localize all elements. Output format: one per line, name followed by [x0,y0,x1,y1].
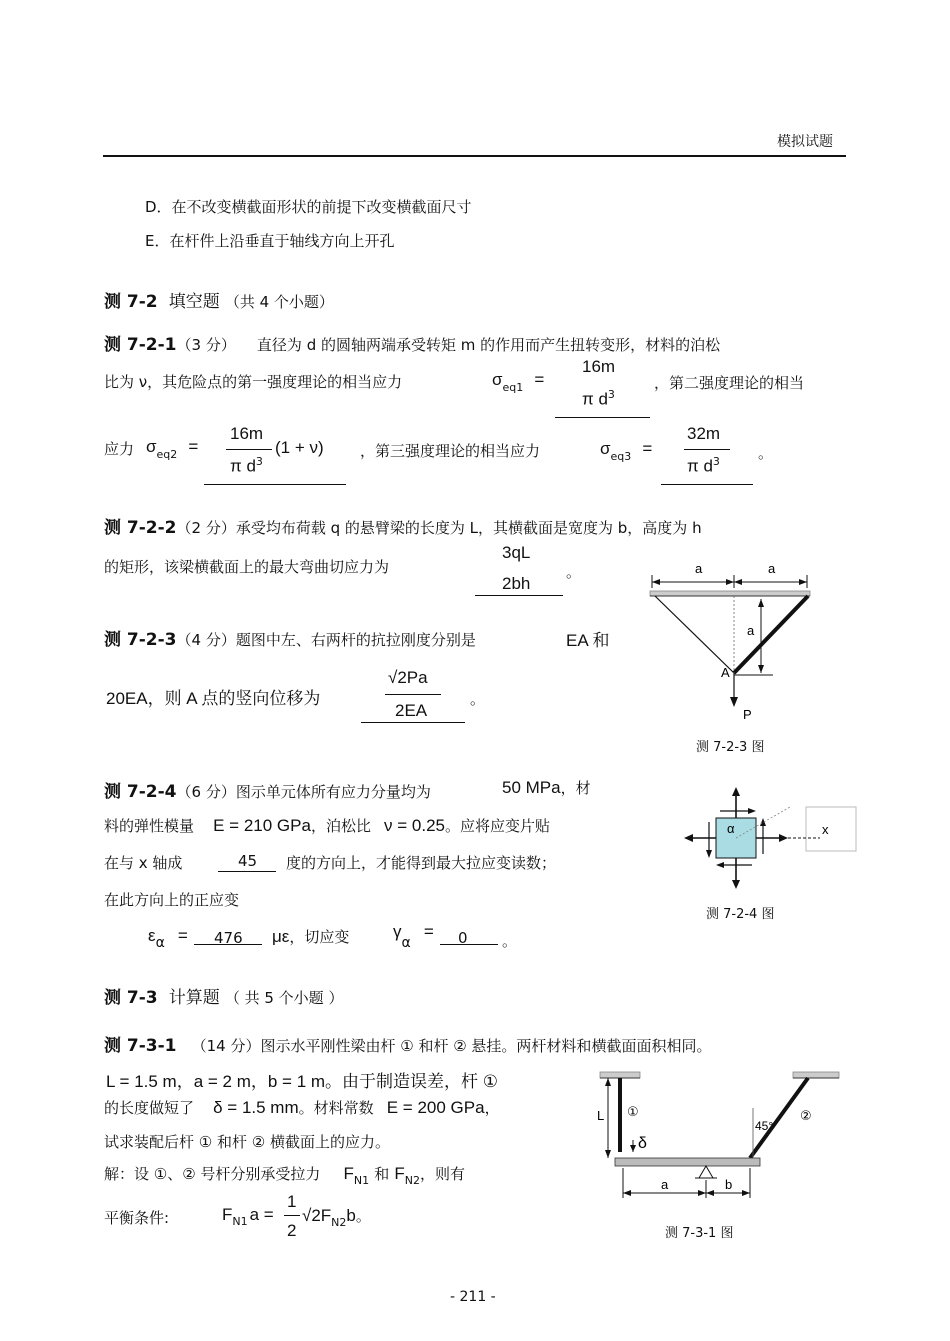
q731-line4: 试求装配后杆 ① 和杆 ② 横截面上的应力。 [104,1133,390,1151]
equals-sign: = [177,926,188,945]
q724-ans-shear: 0 [458,929,468,947]
page-header-title: 模拟试题 [777,134,833,150]
q722-line1 [104,513,702,538]
delta-value: δ = 1.5 mm [213,1098,299,1117]
q724-line4: 在此方向上的正应变 [104,891,240,909]
arrowhead-icon [799,579,807,585]
question-label: 测 7-2-1 [104,335,177,355]
q731-line6a: 平衡条件: [104,1209,170,1227]
arrow-down-icon [706,850,712,858]
section-note: （共 4 个小题） [224,293,334,311]
modulus-value: E = 210 GPa [213,816,311,835]
force-subscript: N2 [404,1174,420,1187]
dim-a-vert: a [747,623,755,638]
q731-line2 [106,1067,498,1092]
q723-fraction-bar [385,694,441,695]
q731-line5 [104,1163,465,1187]
denominator-text: π d [687,456,713,476]
arrow-up-icon [732,787,740,796]
alpha-subscript: α [155,935,165,951]
q721-line3b: ，第三强度理论的相当应力 [360,442,541,460]
arrow-down-icon [732,880,740,889]
angle-label: 45° [755,1119,774,1133]
q724-shear [393,922,434,951]
exponent: 3 [607,388,615,401]
q724-end: 。 [502,932,518,950]
q731-line3 [104,1097,500,1118]
question-score: （6 分） [176,783,236,801]
point-a-label: A [721,665,730,680]
q723-ea [566,626,609,651]
load-label: P [743,707,752,722]
force-symbol: F [394,1164,405,1183]
figure-7-2-3-caption: 测 7-2-3 图 [696,740,765,755]
q721-sigma-eq2 [146,437,199,461]
arrow-up-icon [760,818,766,826]
answer-blank-2 [204,484,346,485]
arrow-left-icon [716,862,724,868]
fraction-bar-2 [226,449,272,450]
stress-value: 50 MPa [502,778,561,797]
q724-line3a: 在与 x 轴成 [104,854,183,872]
arrowhead-icon [726,579,734,585]
question-text: L = 1.5 m，a = 2 m，b = 1 m。由于制造误差，杆 ① [106,1072,499,1091]
q722-end: 。 [566,563,582,581]
l-label: L [597,1108,605,1123]
question-text: 。材料常数 [298,1099,374,1117]
epsilon-symbol: ε [148,926,156,945]
q724-ans-strain: 476 [214,929,243,947]
q723-answer-blank [361,722,465,723]
q731-line1 [104,1031,711,1056]
denominator-text: π d [582,389,608,409]
load-arrow-icon [730,697,738,707]
q724-unit [272,926,349,947]
rod2-label: ② [800,1108,812,1123]
question-score: （4 分） [176,631,236,649]
question-text: 20EA，则 A 点的竖向位移为 [106,689,321,708]
q723-ans-numerator: √2Pa [388,668,428,687]
dim-a-left: a [695,561,703,576]
force-symbol: F [222,1205,233,1224]
q724-angle-blank [218,871,276,872]
equals-sign: = [642,439,653,458]
x-axis-label: x [822,822,829,837]
question-label: 测 7-2-4 [104,782,177,802]
equals-sign: = [423,922,434,941]
a-label: a [661,1177,669,1192]
section-title: 计算题 [168,988,220,1008]
left-ceiling [600,1072,640,1078]
equation-text: √2F [302,1206,332,1225]
q721-end: 。 [758,444,774,462]
question-text: 和 [374,1165,390,1183]
q724-line3b: 度的方向上，才能得到最大拉应变读数； [286,854,557,872]
question-text: 的长度做短了 [104,1099,195,1117]
ans1-denominator [582,388,615,409]
q723-ans-denominator: 2EA [395,701,428,720]
section-note: （ 共 5 个小题 ） [224,989,344,1007]
question-text: 题图中左、右两杆的抗拉刚度分别是 [235,631,476,649]
sigma-subscript: eq1 [502,381,524,394]
arrowhead-icon [734,579,742,585]
sigma-subscript: eq2 [156,448,178,461]
q722-ans-numerator: 3qL [502,543,531,562]
sigma-symbol: σ [146,437,157,456]
force-symbol: F [343,1164,354,1183]
right-ceiling [793,1072,839,1078]
equation-end: 。 [355,1207,371,1225]
q724-stress [502,777,591,798]
question-text: ，泊松比 [310,817,371,835]
option-d: D．在不改变横截面形状的前提下改变横截面尺寸 [145,198,472,216]
gamma-symbol: γ [393,922,402,941]
arrowhead-icon [605,1078,611,1086]
force-subscript: N1 [353,1174,370,1187]
unit-text: με [272,927,290,946]
exponent: 3 [255,455,263,468]
question-text: 承受均布荷载 q 的悬臂梁的长度为 L，其横截面是宽度为 b，高度为 h [235,519,702,537]
q721-line1 [104,330,720,355]
dim-a-right: a [768,561,776,576]
rigid-beam [615,1158,760,1166]
question-text: ，则有 [419,1165,465,1183]
arrowhead-icon [706,1190,714,1196]
section-label: 测 7-3 [104,988,158,1008]
ans2-numerator: 16m [230,424,264,443]
ans2-factor: (1 + ν) [275,438,324,457]
q724-strain [148,926,188,951]
question-text: 图示水平刚性梁由杆 ① 和杆 ② 悬挂。两杆材料和横截面面积相同。 [260,1037,712,1055]
q722-answer-blank [475,595,563,596]
sigma-symbol: σ [600,439,611,458]
q721-line2b: ，第二强度理论的相当 [654,374,805,392]
q721-sigma-eq3 [600,439,653,463]
question-text: 直径为 d 的圆轴两端承受转矩 m 的作用而产生扭转变形，材料的泊松 [256,336,721,354]
section-heading-7-2 [104,287,334,312]
arrowhead-icon [758,599,764,607]
q724-line1 [104,777,431,802]
eq-fraction-bar [284,1215,300,1216]
figure-7-3-1 [595,1068,845,1208]
q731-equilibrium-rhs [302,1205,371,1229]
pin-support-icon [699,1166,713,1178]
arrow-right-icon [779,834,788,842]
poisson-value: ν = 0.25 [384,816,446,835]
ans2-denominator [230,455,263,476]
question-score: （2 分） [176,519,236,537]
q724-strain-blank [194,944,262,945]
b-label: b [725,1177,733,1192]
section-title: 填空题 [168,292,220,312]
sigma-symbol: σ [492,370,503,389]
arrowhead-icon [630,1145,636,1152]
equation-text: a = [249,1205,274,1224]
figure-7-2-4 [680,785,860,895]
q723-line2 [106,684,320,709]
q721-sigma-eq1 [492,370,545,394]
figure-7-2-3 [645,555,830,725]
arrowhead-icon [758,665,764,673]
question-label: 测 7-2-3 [104,630,177,650]
arrow-right-icon [748,808,756,814]
eq-fraction-den: 2 [287,1221,297,1240]
alpha-subscript: α [401,935,411,951]
delta-label: δ [638,1135,647,1152]
ceiling-support [650,591,810,596]
equation-text: b [346,1206,356,1225]
figure-7-3-1-caption: 测 7-3-1 图 [665,1226,734,1241]
denominator-text: π d [230,456,256,476]
figure-7-2-4-caption: 测 7-2-4 图 [706,907,775,922]
answer-blank-1 [555,417,650,418]
question-label: 测 7-2-2 [104,518,177,538]
question-text: 解：设 ①、② 号杆分别承受拉力 [104,1165,321,1183]
left-bar [655,596,734,673]
ans3-numerator: 32m [687,424,721,443]
right-bar [734,596,808,673]
question-text: ，切应变 [289,928,350,946]
eq-fraction-num: 1 [287,1192,297,1211]
fraction-bar-3 [684,449,730,450]
section-heading-7-3 [104,983,343,1008]
equals-sign: = [188,437,199,456]
q722-line2: 的矩形，该梁横截面上的最大弯曲切应力为 [104,558,390,576]
arrowhead-icon [742,1190,750,1196]
q723-end: 。 [470,690,486,708]
q724-shear-blank [440,944,498,945]
modulus-value: E = 200 GPa [386,1098,485,1117]
arrowhead-icon [652,579,660,585]
arrowhead-icon [605,1150,611,1158]
question-text: 。应将应变片贴 [445,817,551,835]
alpha-label: α [727,821,735,836]
exponent: 3 [712,455,720,468]
q724-line2 [104,815,550,836]
question-score: （3 分） [176,336,236,354]
force-subscript: N2 [331,1216,347,1229]
rod1-label: ① [627,1104,639,1119]
page-number: - 211 - [450,1289,496,1305]
arrowhead-icon [698,1190,706,1196]
arrowhead-icon [623,1190,631,1196]
option-e: E．在杆件上沿垂直于轴线方向上开孔 [145,232,395,250]
q721-line3a: 应力 [104,440,135,458]
ans3-denominator [687,455,720,476]
q731-equilibrium-lhs [222,1205,274,1228]
question-text: 图示单元体所有应力分量均为 [235,783,431,801]
answer-blank-3 [661,484,753,485]
question-label: 测 7-3-1 [104,1036,177,1056]
q721-line2: 比为 ν，其危险点的第一强度理论的相当应力 [104,373,403,391]
question-text: ，材 [560,779,591,797]
question-text: 料的弹性模量 [104,817,195,835]
ans1-numerator: 16m [582,357,616,376]
ea-text: EA 和 [566,631,610,650]
force-subscript: N1 [232,1215,248,1228]
section-label: 测 7-2 [104,292,158,312]
q724-ans-angle: 45 [238,852,258,870]
q723-line1 [104,625,476,650]
q722-ans-denominator: 2bh [502,574,531,593]
header-rule [103,155,846,157]
equals-sign: = [534,370,545,389]
arrow-left-icon [684,834,693,842]
question-score: （14 分） [191,1037,261,1055]
sigma-subscript: eq3 [610,450,632,463]
question-text: ， [484,1099,500,1117]
axis-box [806,807,856,851]
